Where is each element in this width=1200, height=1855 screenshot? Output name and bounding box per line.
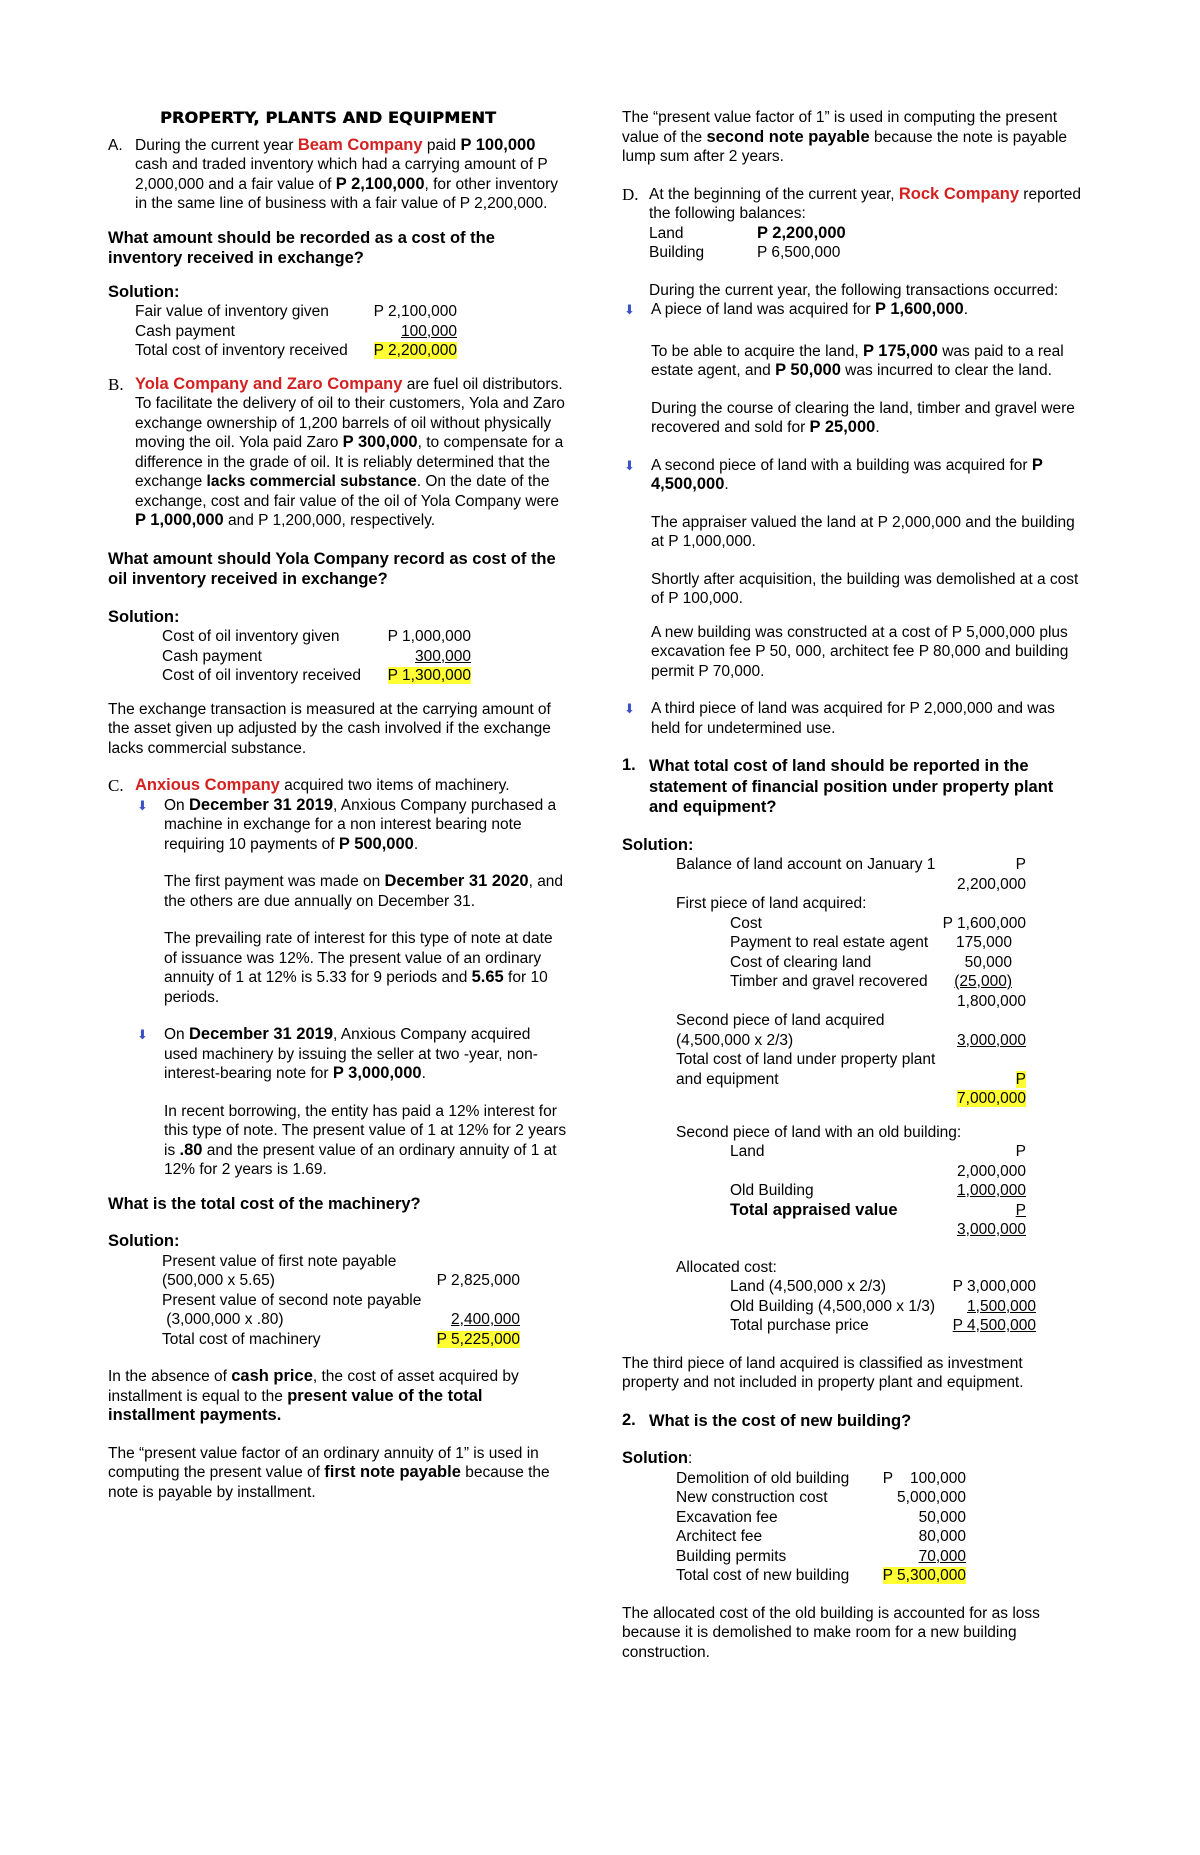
arrow-bullet-icon: ⬇ (137, 797, 148, 813)
row-label: Land (649, 224, 684, 242)
text-run: . (413, 835, 419, 853)
text-run: At the beginning of the current year, (649, 185, 899, 203)
row-amount: 1,800,000 (957, 992, 1026, 1010)
solution-row (676, 1031, 1082, 1051)
arrow-bullet-icon: ⬇ (624, 457, 635, 473)
text-run: , Anxious Company acquired used machinery by issuing the seller at two -year, non-interest-bearing note for (164, 1026, 538, 1082)
solution-row (676, 1488, 1082, 1508)
section-c-intro (135, 776, 568, 796)
note-c3 (622, 108, 1082, 167)
first-land-rows (676, 914, 1082, 1012)
row-amount: 70,000 (918, 1547, 966, 1565)
row-label: Demolition of old building (676, 1469, 850, 1487)
question-1 (622, 756, 1082, 818)
bullet-text (651, 300, 1082, 320)
bullet-paragraph (651, 342, 1082, 381)
solution-row (162, 1330, 568, 1350)
row-label: Cash payment (135, 322, 235, 340)
question-number: 1. (622, 756, 636, 774)
solution-row (162, 1271, 568, 1291)
bullet-text (164, 1025, 568, 1084)
text-run: A second piece of land with a building was acquired for (651, 456, 1032, 474)
section-a-text (135, 136, 568, 214)
value-bold: .80 (179, 1140, 203, 1159)
row-amount: 50,000 (964, 953, 1012, 971)
solution-label (622, 1449, 1082, 1469)
section-b (108, 375, 568, 531)
question-b: What amount should Yola Company record as cost of the oil inventory received in exchange? (108, 549, 556, 588)
amount-bold: P 500,000 (338, 834, 414, 853)
row-label: Architect fee (676, 1528, 763, 1545)
bullet-paragraph (164, 929, 568, 1007)
solution-d2 (622, 1469, 1082, 1586)
row-label: Timber and gravel recovered (730, 973, 928, 990)
company-name: Rock Company (898, 184, 1019, 203)
solution-row (676, 1469, 1082, 1489)
solution-row (730, 972, 1082, 992)
solution-row (730, 914, 1082, 934)
row-label: Old Building (730, 1182, 814, 1199)
solution-row (135, 302, 568, 322)
text-run: The first payment was made on (164, 873, 385, 890)
section-b-text (135, 375, 568, 531)
row-label: (3,000,000 x .80) (162, 1311, 284, 1328)
solution-label-text: Solution (622, 1449, 688, 1467)
solution-c (108, 1252, 568, 1350)
bullet-text (651, 456, 1082, 495)
company-name: Anxious Company (135, 776, 280, 794)
row-label: Total appraised value (730, 1200, 898, 1219)
solution-colon: : (687, 1450, 693, 1467)
old-building-rows (676, 1142, 1082, 1240)
bullet-paragraph: Shortly after acquisition, the building was demolished at a cost of P 100,000. (651, 570, 1079, 607)
solution-row (730, 933, 1082, 953)
solution-row (676, 1070, 1082, 1109)
text-run: On (164, 1026, 189, 1043)
solution-row (730, 1142, 1082, 1181)
bullet-item (622, 456, 1082, 682)
row-amount: 80,000 (918, 1528, 966, 1545)
text-run: The “present value factor of an ordinary annuity of 1” is used in computing the present value of (108, 1444, 539, 1481)
row-label: Fair value of inventory given (135, 303, 329, 320)
bullet-paragraph (164, 872, 568, 911)
section-d-intro (649, 185, 1082, 224)
solution-row (135, 322, 568, 342)
bullet-item (108, 1025, 568, 1180)
row-label: Present value of first note payable (162, 1252, 397, 1270)
balance-row (649, 243, 1082, 263)
solution-row (135, 341, 568, 361)
row-label: Allocated cost: (676, 1258, 777, 1276)
solution-row (162, 666, 568, 686)
bold-phrase: first note payable (324, 1463, 461, 1481)
page-title: PROPERTY, PLANTS AND EQUIPMENT (159, 108, 497, 127)
amount-bold: P 25,000 (809, 418, 876, 436)
row-amount: 100,000 (400, 322, 457, 340)
text-run: . (875, 419, 880, 436)
row-amount: 5,000,000 (897, 1489, 966, 1506)
text-run: The “present value factor of 1” is used in computing the present value of the (622, 109, 1058, 146)
row-label: and equipment (676, 1070, 779, 1088)
balance-row (649, 224, 1082, 244)
text-run: The prevailing rate of interest for this type of note at date of issuance was 12%. The present value of an ordinary annuity of 1 at 12% is 5.33 for 9 periods and (164, 930, 553, 986)
text-run: On (164, 796, 189, 814)
text-run: In recent borrowing, the entity has paid a 12% interest for this type of note. The present value of 1 at 12% for 2 years is (164, 1102, 567, 1159)
solution-row (162, 627, 568, 647)
text-run: reported the following balances: (649, 185, 1082, 222)
amount-bold: P 1,000,000 (135, 511, 224, 529)
highlighted-total: P 5,300,000 (882, 1567, 966, 1584)
text-run: During the course of clearing the land, timber and gravel were recovered and sold for (651, 399, 1075, 436)
highlighted-total: P 2,200,000 (373, 342, 457, 359)
solution-label: Solution: (108, 607, 180, 626)
row-label: Building (649, 244, 705, 261)
text-run: cash and traded inventory which had a carrying amount of P 2,000,000 and a fair value of (135, 156, 548, 193)
solution-row (730, 953, 1082, 973)
row-amount: 1,500,000 (967, 1297, 1036, 1315)
solution-row (676, 1566, 1082, 1586)
row-label: Building permits (676, 1547, 787, 1565)
bullet-text (164, 796, 568, 855)
row-label: Cost of clearing land (730, 953, 872, 971)
row-amount: 50,000 (918, 1508, 966, 1526)
section-letter: C. (108, 776, 124, 795)
row-label: Present value of second note payable (162, 1291, 422, 1309)
final-note: The allocated cost of the old building is accounted for as loss because it is demolished to make room for a new building construction. (622, 1604, 1040, 1661)
text-run: , for other inventory in the same line of business with a fair value of P 2,200,000. (135, 175, 559, 212)
bold-phrase: second note payable (706, 127, 870, 146)
solution-label: Solution: (622, 835, 694, 854)
row-amount: P 2,200,000 (957, 856, 1026, 893)
text-run: for 10 periods. (164, 969, 548, 1006)
arrow-bullet-icon: ⬇ (624, 302, 635, 317)
right-column (622, 108, 1082, 1662)
row-amount: P 1,600,000 (942, 914, 1026, 932)
text-run: , to compensate for a difference in the grade of oil. It is reliably determined that the exchange (135, 434, 564, 490)
bold-phrase: lacks commercial substance (206, 473, 417, 490)
amount-bold: P 3,000,000 (332, 1064, 422, 1082)
question-a: What amount should be recorded as a cost of the inventory received in exchange? (108, 228, 495, 267)
row-label: Payment to real estate agent (730, 934, 929, 951)
company-name: Beam Company (297, 135, 423, 154)
row-label: Second piece of land acquired (676, 1012, 885, 1029)
note-c2 (108, 1444, 568, 1503)
row-label: Total cost of inventory received (135, 342, 348, 359)
solution-row (730, 1316, 1082, 1336)
date-bold: December 31 2020 (384, 872, 529, 890)
amount-bold: P 1,600,000 (875, 300, 964, 318)
solution-row (730, 992, 1082, 1012)
solution-a (108, 302, 568, 361)
row-label: Total purchase price (730, 1317, 869, 1334)
row-label: Total cost of machinery (162, 1330, 321, 1348)
solution-row (730, 1297, 1082, 1317)
row-label: (500,000 x 5.65) (162, 1272, 275, 1289)
text-run: During the current year (135, 136, 298, 154)
text-run: acquired two items of machinery. (279, 777, 510, 794)
row-label: (4,500,000 x 2/3) (676, 1031, 794, 1049)
section-letter: B. (108, 374, 124, 394)
row-label: Cost of oil inventory received (162, 667, 362, 684)
row-label: Cash payment (162, 647, 262, 665)
solution-row (162, 647, 568, 667)
amount-bold: P 100,000 (460, 135, 536, 154)
row-label: Cost (730, 914, 762, 932)
note-b: The exchange transaction is measured at the carrying amount of the asset given up adjusted by the cash involved if the exchange lacks commercial substance. (108, 700, 551, 757)
solution-row (730, 1181, 1082, 1201)
solution-row (162, 1310, 568, 1330)
text-run: , the cost of asset acquired by installment is equal to the (108, 1368, 519, 1405)
row-label: First piece of land acquired: (676, 895, 867, 912)
bullet-item (622, 699, 1082, 738)
row-amount: 3,000,000 (957, 1031, 1026, 1049)
solution-row (676, 1527, 1082, 1547)
text-run: was incurred to clear the land. (840, 362, 1052, 379)
solution-row (676, 1547, 1082, 1567)
row-amount: P 3,000,000 (952, 1278, 1036, 1295)
text-run: because the note is payable by installment. (108, 1464, 550, 1501)
solution-d1 (622, 855, 1082, 1336)
solution-label: Solution: (108, 1232, 180, 1250)
row-label: Total cost of land under property plant (676, 1051, 936, 1068)
note-c1 (108, 1367, 568, 1426)
solution-row (730, 1201, 1082, 1240)
text-run: are fuel oil distributors. To facilitate the delivery of oil to their customers, Yola and Zaro exchange ownership of 1,200 barrels of oil without physically moving the oil. Yola paid Zaro (135, 375, 565, 451)
row-amount: P 2,200,000 (757, 223, 846, 242)
section-letter: D. (622, 184, 639, 204)
highlighted-total: P 5,225,000 (436, 1330, 520, 1348)
row-label: Cost of oil inventory given (162, 628, 340, 645)
bullet-paragraph (164, 1102, 568, 1180)
highlighted-total: P 7,000,000 (957, 1070, 1026, 1107)
text-run: In the absence of (108, 1368, 232, 1385)
row-label: New construction cost (676, 1489, 828, 1506)
section-d (622, 185, 1082, 301)
row-label: Excavation fee (676, 1508, 778, 1526)
amount-bold: P 175,000 (862, 341, 938, 360)
row-amount: P 6,500,000 (757, 244, 841, 261)
bullet-paragraph: The appraiser valued the land at P 2,000,000 and the building at P 1,000,000. (651, 513, 1075, 550)
solution-row (676, 1508, 1082, 1528)
row-label: Balance of land account on January 1 (676, 856, 936, 873)
left-column (108, 108, 568, 1502)
section-c (108, 776, 568, 796)
text-run: , and the others are due annually on December 31. (164, 873, 564, 910)
question-c: What is the total cost of the machinery? (108, 1194, 421, 1213)
row-label: Second piece of land with an old building: (676, 1123, 962, 1141)
solution-b (108, 627, 568, 686)
bold-phrase: cash price (231, 1367, 313, 1385)
text-run: and P 1,200,000, respectively. (223, 512, 436, 529)
text-run: . (724, 476, 729, 493)
section-letter: A. (108, 136, 123, 154)
allocated-rows (676, 1277, 1082, 1336)
question-text: What is the cost of new building? (649, 1411, 912, 1430)
company-name: Yola Company and Zaro Company (135, 374, 403, 393)
row-amount: P 2,000,000 (957, 1143, 1026, 1180)
text-run: , Anxious Company purchased a machine in exchange for a non interest bearing note requiring 10 payments of (164, 796, 557, 853)
text-run: . (421, 1065, 426, 1082)
bold-phrase: present value of the total installment payments. (108, 1386, 483, 1424)
highlighted-total: P 1,300,000 (387, 667, 471, 684)
row-amount: P 2,825,000 (436, 1272, 520, 1289)
amount-bold: P 50,000 (775, 361, 841, 379)
row-label: Land (4,500,000 x 2/3) (730, 1278, 886, 1295)
bullet-paragraph (651, 399, 1082, 438)
text-run: . (963, 301, 969, 318)
solution-row (676, 855, 1082, 894)
row-amount: P 2,100,000 (373, 303, 457, 320)
row-label: Total cost of new building (676, 1567, 850, 1584)
row-amount: P 4,500,000 (952, 1317, 1036, 1334)
row-amount: P 1,000,000 (387, 628, 471, 645)
arrow-bullet-icon: ⬇ (624, 701, 635, 716)
bullet-paragraph: A new building was constructed at a cost of P 5,000,000 plus excavation fee P 50, 000, architect fee P 80,000 and building permit P 70,000. (651, 623, 1069, 680)
text-run: A piece of land was acquired for (651, 301, 876, 318)
question-2 (622, 1411, 1082, 1432)
row-label: Land (730, 1143, 765, 1160)
row-label: Old Building (4,500,000 x 1/3) (730, 1297, 936, 1315)
amount-bold: P 2,100,000 (335, 174, 425, 193)
row-amount: (25,000) (954, 973, 1012, 990)
text-run: . On the date of the exchange, cost and fair value of the oil of Yola Company were (135, 473, 559, 510)
question-text: What total cost of land should be reported in the statement of financial position under property plant and equipment? (649, 757, 1054, 816)
row-amount: 2,400,000 (451, 1311, 520, 1328)
bullet-item (622, 300, 1082, 438)
section-a (108, 136, 568, 214)
arrow-bullet-icon: ⬇ (137, 1027, 148, 1042)
row-amount: 175,000 (955, 934, 1012, 951)
row-amount: P 100,000 (882, 1469, 966, 1487)
row-amount: 1,000,000 (957, 1182, 1026, 1199)
text-run: because the note is payable lump sum after 2 years. (622, 128, 1068, 165)
text-run: and the present value of an ordinary annuity of 1 at 12% for 2 years is 1.69. (164, 1141, 557, 1178)
row-amount: P 3,000,000 (957, 1201, 1026, 1238)
solution-label: Solution: (108, 282, 180, 301)
row-amount: 300,000 (414, 647, 471, 665)
text-run: paid (422, 136, 461, 154)
solution-row (730, 1277, 1082, 1297)
date-bold: December 31 2019 (188, 1025, 334, 1043)
date-bold: December 31 2019 (188, 795, 334, 814)
text-run: To be able to acquire the land, (651, 342, 863, 360)
amount-bold: P 300,000 (342, 433, 418, 451)
bullet-item (108, 796, 568, 1008)
bullet-text: A third piece of land was acquired for P 2,000,000 and was held for undetermined use. (651, 700, 1055, 737)
text-run: was paid to a real estate agent, and (651, 342, 1064, 379)
paragraph: During the current year, the following transactions occurred: (649, 281, 1059, 299)
third-land-note: The third piece of land acquired is classified as investment property and not included in property plant and equipment. (622, 1354, 1024, 1391)
question-number: 2. (622, 1410, 636, 1429)
value-bold: 5.65 (471, 968, 504, 986)
amount-bold: P 4,500,000 (651, 455, 1043, 493)
